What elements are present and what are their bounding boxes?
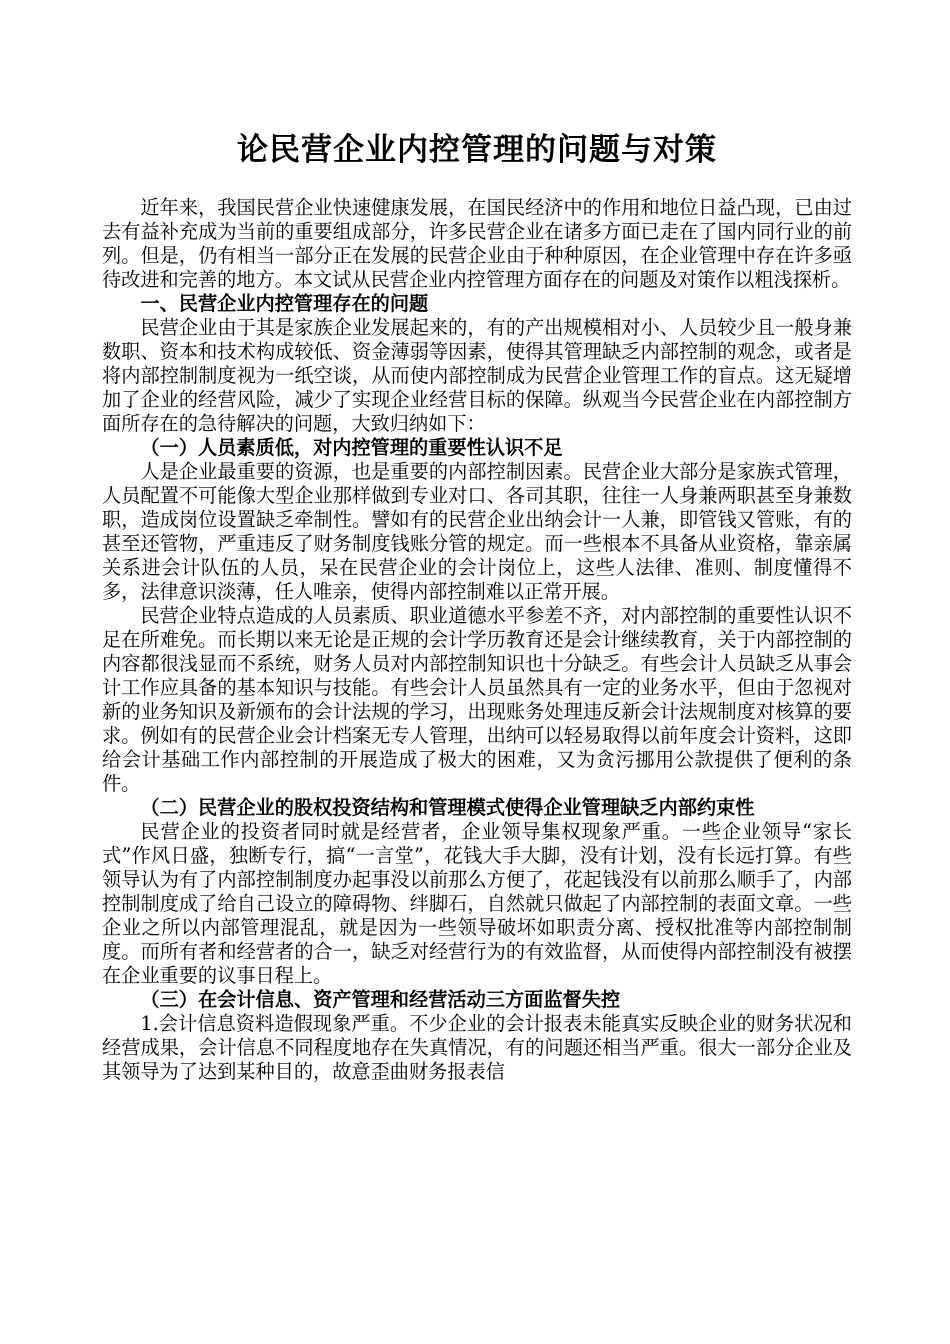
subsection-heading-1: （一）人员素质低，对内控管理的重要性认识不足 — [140, 436, 563, 459]
paragraph-subsection-1a: 人是企业最重要的资源，也是重要的内部控制因素。民营企业大部分是家族式管理，人员配置不可能像大型企业那样做到专业对口、各司其职，往往一人身兼两职甚至身兼数职，造成岗位设置缺乏牵制性。譬如有的民营企业出纳会计一人兼，即管钱又管账，有的甚至还管物，严重违反了财务制度钱账分管的规定。而一些根本不具备从业资格，靠亲属关系进会计队伍的人员，呆在民营企业的会计岗位上，这些人法律、准则、制度懂得不多，法律意识淡薄，任人唯亲，使得内部控制难以正常开展。 — [102, 460, 852, 603]
paragraph-subsection-1b: 民营企业特点造成的人员素质、职业道德水平参差不齐，对内部控制的重要性认识不足在所难免。而长期以来无论是正规的会计学历教育还是会计继续教育，关于内部控制的内容都很浅显而不系统，财务人员对内部控制知识也十分缺乏。有些会计人员缺乏从事会计工作应具备的基本知识与技能。有些会计人员虽然具有一定的业务水平，但由于忽视对新的业务知识及新颁布的会计法规的学习，出现账务处理违反新会计法规制度对核算的要求。例如有的民营企业会计档案无专人管理，出纳可以轻易取得以前年度会计资料，这即给会计基础工作内部控制的开展造成了极大的困难，又为贪污挪用公款提供了便利的条件。 — [102, 604, 852, 795]
paragraph-intro: 近年来，我国民营企业快速健康发展，在国民经济中的作用和地位日益凸现，已由过去有益补充成为当前的重要组成部分，许多民营企业在诸多方面已走在了国内同行业的前列。但是，仍有相当一部分正在发展的民营企业由于种种原因，在企业管理中存在许多亟待改进和完善的地方。本文试从民营企业内控管理方面存在的问题及对策作以粗浅探析。 — [102, 196, 852, 291]
document-page — [102, 0, 852, 1084]
subsection-heading-3: （三）在会计信息、资产管理和经营活动三方面监督失控 — [140, 988, 621, 1011]
subsection-heading-2: （二）民营企业的股权投资结构和管理模式使得企业管理缺乏内部约束性 — [140, 796, 755, 819]
paragraph-section-1: 民营企业由于其是家族企业发展起来的，有的产出规模相对小、人员较少且一般身兼数职、资本和技术构成较低、资金薄弱等因素，使得其管理缺乏内部控制的观念，或者是将内部控制制度视为一纸空谈，从而使内部控制成为民营企业管理工作的盲点。这无疑增加了企业的经营风险，减少了实现企业经营目标的保障。纵观当今民营企业在内部控制方面所存在的急待解决的问题，大致归纳如下： — [102, 316, 852, 435]
document-body — [102, 196, 852, 1084]
section-heading-1: 一、民营企业内控管理存在的问题 — [140, 292, 429, 315]
paragraph-subsection-3: 1.会计信息资料造假现象严重。不少企业的会计报表未能真实反映企业的财务状况和经营成果，会计信息不同程度地存在失真情况，有的问题还相当严重。很大一部分企业及其领导为了达到某种目的，故意歪曲财务报表信 — [102, 1012, 852, 1083]
paragraph-subsection-2: 民营企业的投资者同时就是经营者，企业领导集权现象严重。一些企业领导“家长式”作风日盛，独断专行，搞“一言堂”，花钱大手大脚，没有计划，没有长远打算。有些领导认为有了内部控制制度办起事没以前那么方便了，花起钱没有以前那么顺手了，内部控制制度成了给自己设立的障碍物、绊脚石，自然就只做起了内部控制的表面文章。一些企业之所以内部管理混乱，就是因为一些领导破坏如职责分离、授权批准等内部控制制度。而所有者和经营者的合一，缺乏对经营行为的有效监督，从而使得内部控制没有被摆在企业重要的议事日程上。 — [102, 820, 852, 987]
document-title: 论民营企业内控管理的问题与对策 — [237, 132, 717, 168]
